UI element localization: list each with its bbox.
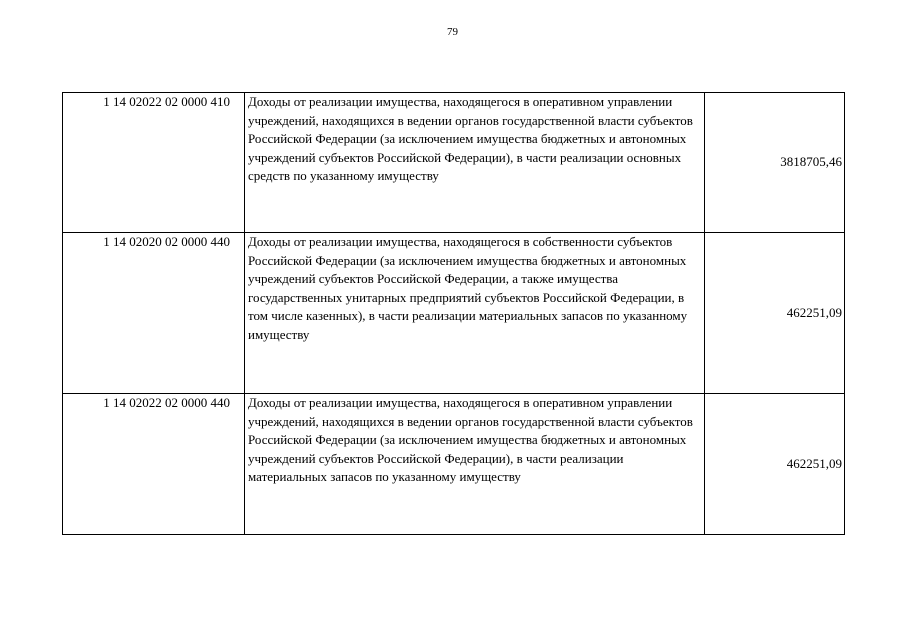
table-row [63,93,845,233]
budget-code-cell: 1 14 02022 02 0000 440 [63,394,245,535]
page-number: 79 [447,26,458,38]
amount-cell: 462251,09 [705,233,845,394]
description-cell: Доходы от реализации имущества, находящегося в оперативном управлении учреждений, находящихся в ведении органов государственной власти субъектов Российской Федерации (за исключением имущества бюджетных и автономных учреждений субъектов Российской Федерации), в части реализации основных средств по указанному имуществу [245,93,705,233]
revenue-table [62,92,845,535]
description-cell: Доходы от реализации имущества, находящегося в оперативном управлении учреждений, находящихся в ведении органов государственной власти субъектов Российской Федерации (за исключением имущества бюджетных и автономных учреждений субъектов Российской Федерации), в части реализации материальных запасов по указанному имуществу [245,394,705,535]
description-cell: Доходы от реализации имущества, находящегося в собственности субъектов Российской Федерации (за исключением имущества бюджетных и автономных учреждений субъектов Российской Федерации, а также имущества государственных унитарных предприятий субъектов Российской Федерации, в том числе казенных), в части реализации материальных запасов по указанному имуществу [245,233,705,394]
budget-code-cell: 1 14 02022 02 0000 410 [63,93,245,233]
amount-cell: 3818705,46 [705,93,845,233]
table-row [63,233,845,394]
table-row [63,394,845,535]
amount-cell: 462251,09 [705,394,845,535]
budget-code-cell: 1 14 02020 02 0000 440 [63,233,245,394]
